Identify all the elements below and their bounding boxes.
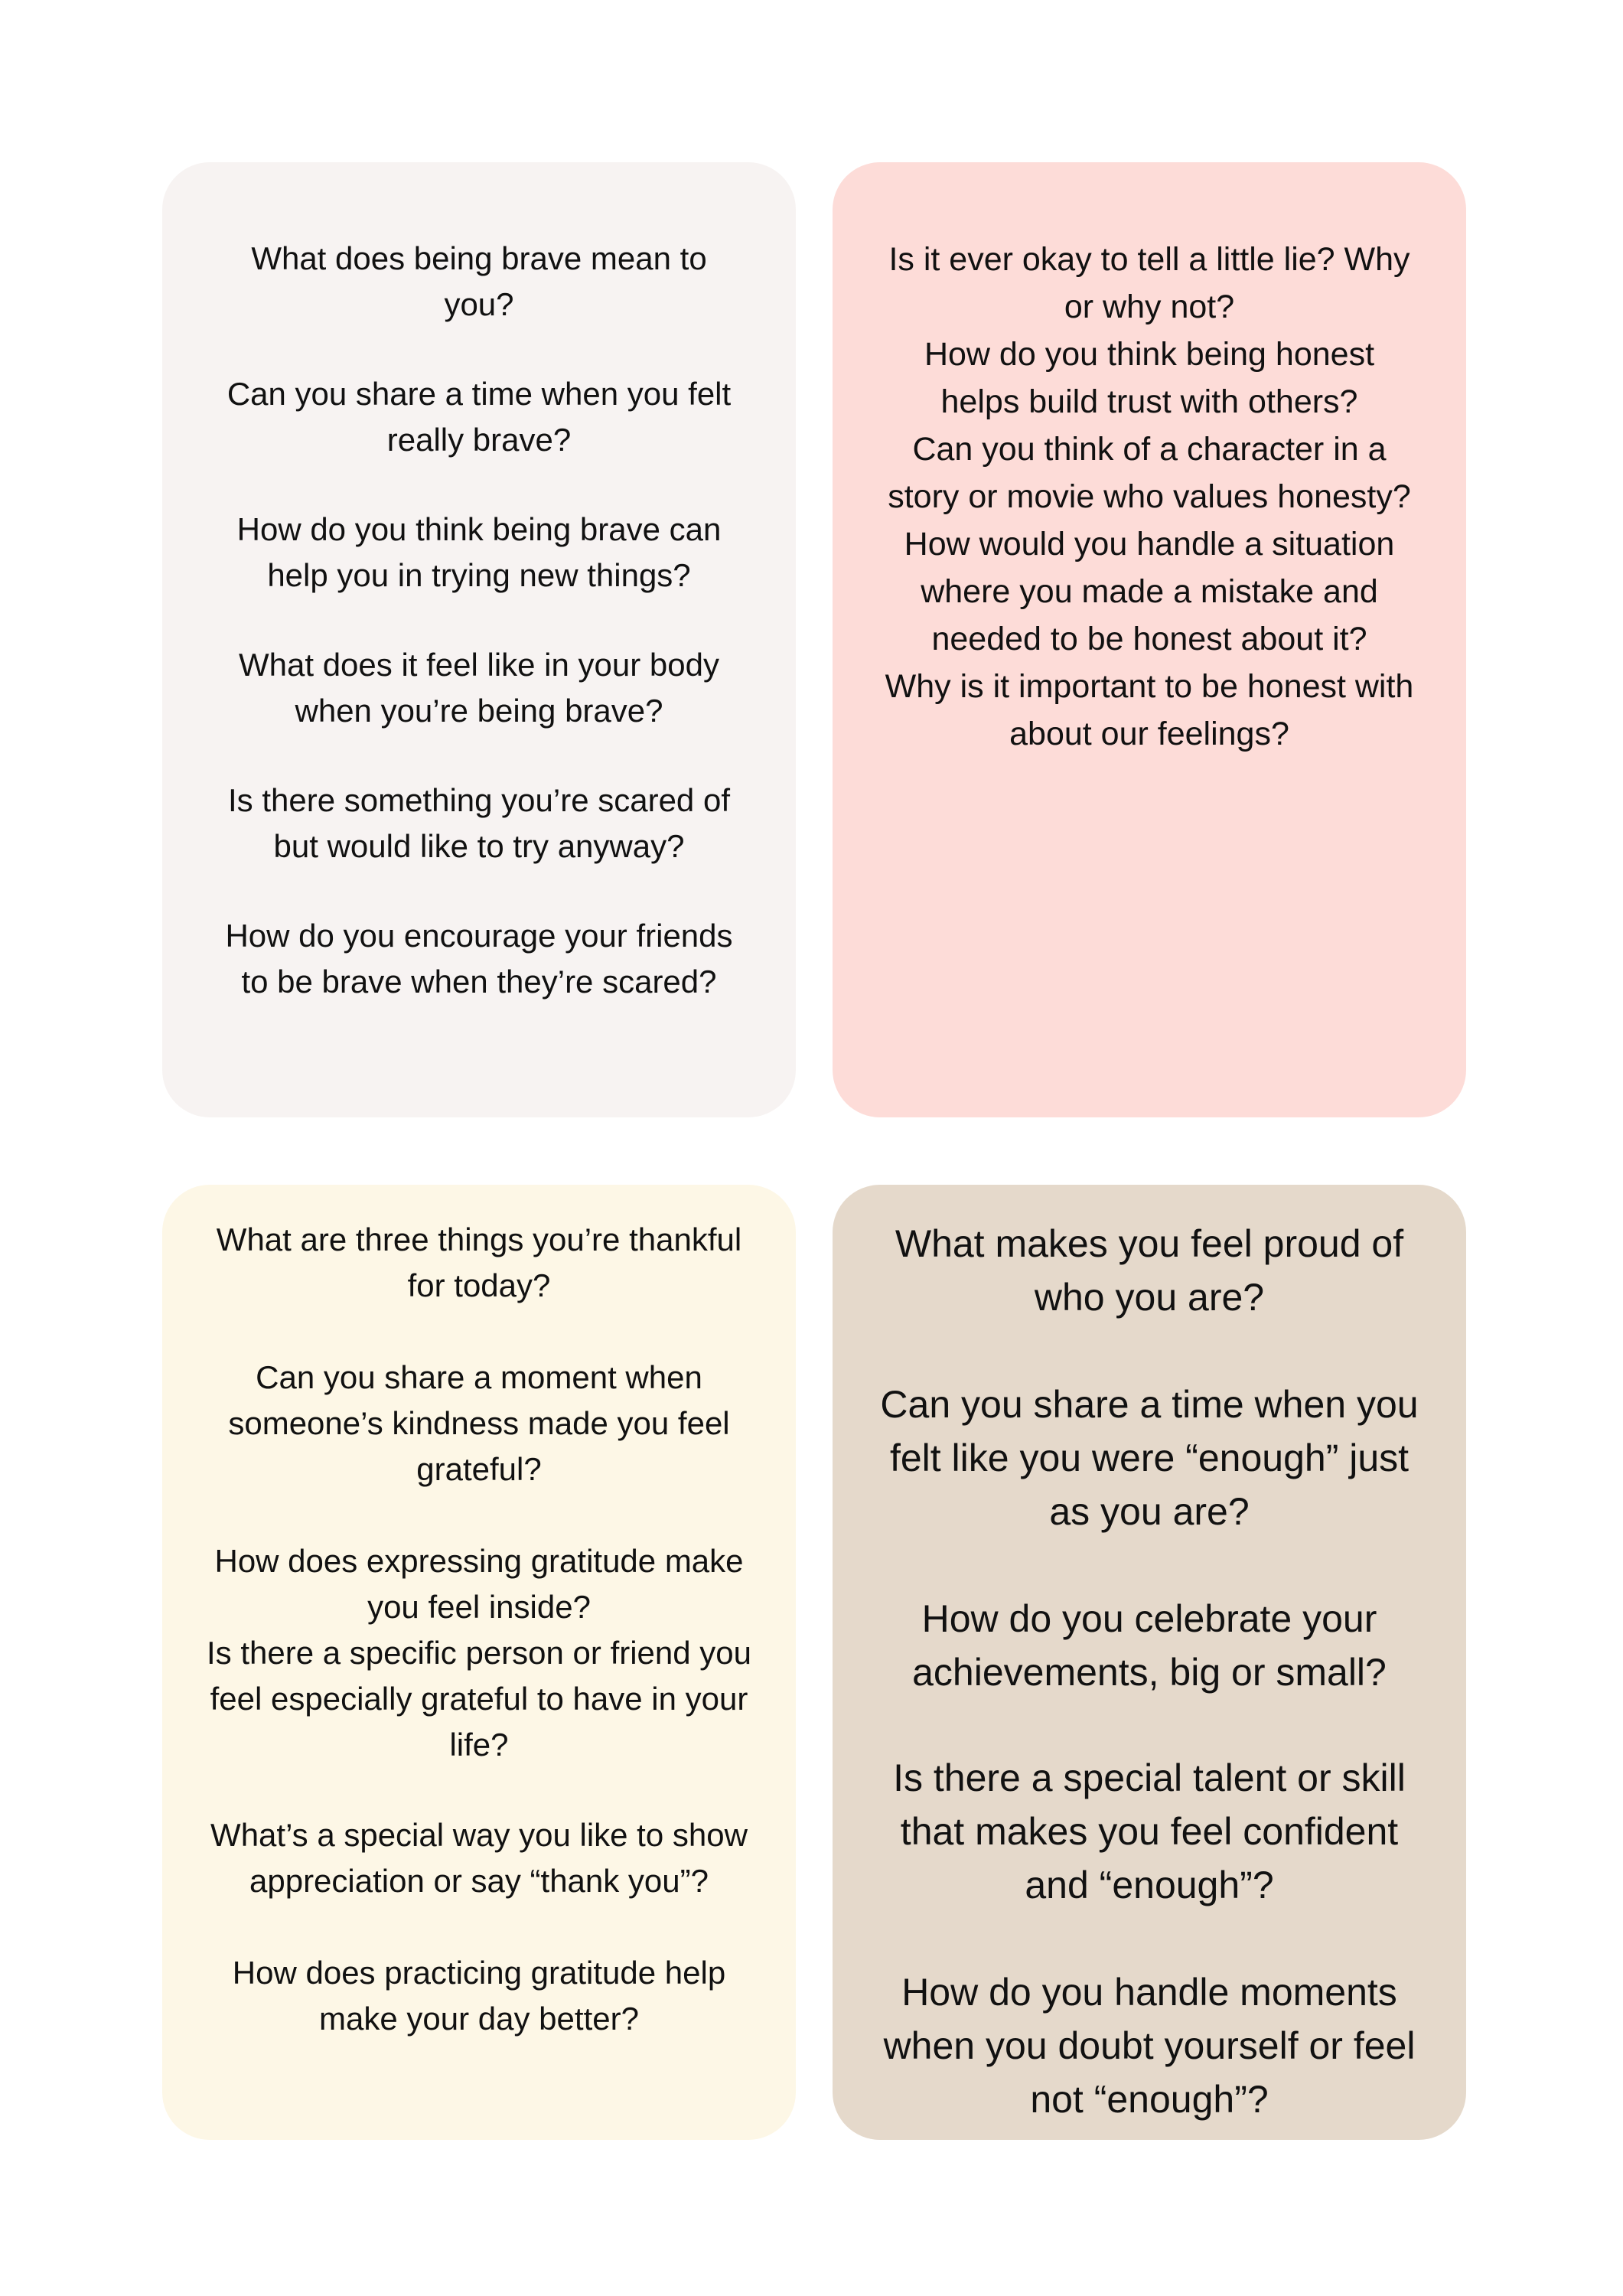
question-text: Is there something you’re scared of but would like to try anyway? (227, 782, 730, 864)
question-text: Why is it important to be honest with about our feelings? (885, 668, 1414, 752)
question-text: Can you share a moment when someone’s kindness made you feel grateful? (228, 1359, 730, 1487)
question-text: Is there a specific person or friend you feel especially grateful to have in your life? (206, 1635, 752, 1763)
card-self-worth (833, 1185, 1466, 2140)
card-gratitude (162, 1185, 796, 2140)
card-bravery (162, 162, 796, 1117)
question-text: How do you think being honest helps build trust with others? (924, 336, 1375, 420)
card-honesty (833, 162, 1466, 1117)
question-text: What does it feel like in your body when you’re being brave? (239, 647, 719, 729)
question-text: What’s a special way you like to show appreciation or say “thank you”? (210, 1817, 748, 1899)
question-text: What does being brave mean to you? (251, 240, 707, 322)
question-text: Can you think of a character in a story or movie who values honesty? (888, 431, 1411, 515)
question-text: Is it ever okay to tell a little lie? Why or why not? (888, 241, 1410, 325)
question-text: How would you handle a situation where you made a mistake and needed to be honest about it? (904, 526, 1395, 657)
question-text: How does expressing gratitude make you feel inside? (214, 1543, 744, 1625)
question-text: Can you share a time when you felt like you were “enough” just as you are? (880, 1383, 1419, 1533)
question-text: How do you handle moments when you doubt yourself or feel not “enough”? (883, 1971, 1416, 2121)
question-text: How does practicing gratitude help make your day better? (232, 1955, 726, 2037)
question-text: Is there a special talent or skill that makes you feel confident and “enough”? (893, 1756, 1406, 1906)
question-text: How do you celebrate your achievements, big or small? (912, 1597, 1387, 1694)
question-text: What are three things you’re thankful for today? (216, 1221, 742, 1303)
question-text: What makes you feel proud of who you are? (895, 1222, 1404, 1319)
question-text: Can you share a time when you felt really brave? (227, 376, 732, 458)
question-text: How do you encourage your friends to be brave when they’re scared? (225, 918, 733, 1000)
question-text: How do you think being brave can help you in trying new things? (236, 511, 722, 593)
